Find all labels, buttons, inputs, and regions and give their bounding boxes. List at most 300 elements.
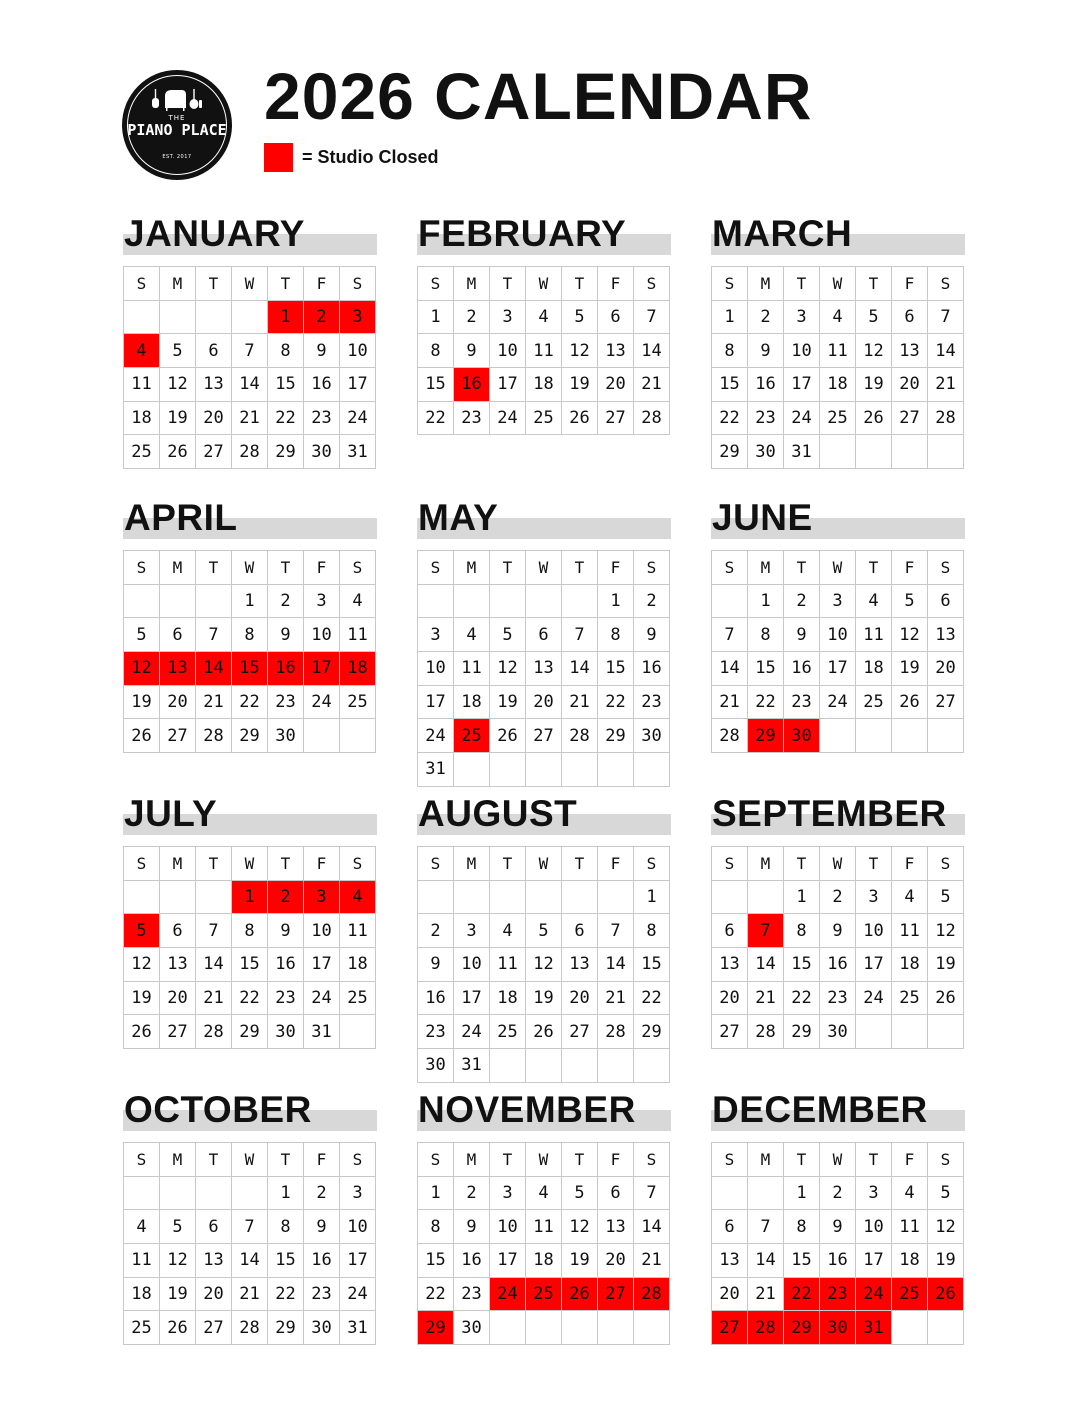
weekday-header: S (340, 267, 376, 301)
empty-cell (562, 1311, 598, 1345)
weekday-header: T (562, 847, 598, 881)
day-cell: 9 (304, 334, 340, 368)
weekday-header: W (526, 551, 562, 585)
day-cell: 5 (124, 618, 160, 652)
day-cell: 8 (748, 618, 784, 652)
day-cell: 28 (712, 719, 748, 753)
weekday-header: M (160, 847, 196, 881)
day-cell: 13 (598, 1210, 634, 1244)
day-cell: 13 (562, 948, 598, 982)
day-cell: 9 (304, 1210, 340, 1244)
weekday-header: W (526, 847, 562, 881)
day-cell-closed: 25 (892, 1278, 928, 1312)
weekday-header: W (232, 267, 268, 301)
legend-label: = Studio Closed (302, 146, 439, 167)
empty-cell (490, 585, 526, 619)
day-cell: 8 (268, 1210, 304, 1244)
day-cell: 18 (124, 402, 160, 436)
weekday-header: M (748, 847, 784, 881)
day-cell: 10 (856, 914, 892, 948)
day-cell: 26 (892, 686, 928, 720)
day-cell: 22 (268, 1278, 304, 1312)
weekday-header: S (634, 1143, 670, 1177)
day-cell: 19 (160, 1278, 196, 1312)
weekday-header: F (598, 551, 634, 585)
empty-cell (124, 881, 160, 915)
day-cell: 7 (634, 1177, 670, 1211)
day-cell: 24 (820, 686, 856, 720)
day-cell: 25 (124, 435, 160, 469)
weekday-header: S (124, 551, 160, 585)
weekday-header: M (748, 551, 784, 585)
day-cell: 7 (196, 618, 232, 652)
day-cell: 3 (856, 1177, 892, 1211)
day-cell: 1 (232, 585, 268, 619)
day-cell: 12 (562, 334, 598, 368)
day-cell: 19 (892, 652, 928, 686)
empty-cell (712, 585, 748, 619)
weekday-header: W (232, 847, 268, 881)
day-cell: 10 (304, 914, 340, 948)
empty-cell (892, 719, 928, 753)
day-cell: 5 (160, 334, 196, 368)
day-cell: 19 (160, 402, 196, 436)
day-cell: 14 (196, 948, 232, 982)
day-cell: 18 (820, 368, 856, 402)
day-cell: 27 (928, 686, 964, 720)
day-cell: 23 (454, 1278, 490, 1312)
weekday-header: F (598, 1143, 634, 1177)
day-cell: 30 (418, 1049, 454, 1083)
day-cell: 11 (454, 652, 490, 686)
day-cell-closed: 29 (418, 1311, 454, 1345)
weekday-header: T (196, 551, 232, 585)
empty-cell (928, 435, 964, 469)
day-cell-closed: 4 (340, 881, 376, 915)
weekday-header: S (418, 1143, 454, 1177)
day-cell: 14 (562, 652, 598, 686)
empty-cell (490, 881, 526, 915)
day-cell: 19 (856, 368, 892, 402)
day-cell: 9 (820, 914, 856, 948)
day-cell: 21 (748, 1278, 784, 1312)
day-cell: 6 (526, 618, 562, 652)
day-cell: 17 (820, 652, 856, 686)
month-grid (711, 846, 964, 1049)
day-cell: 7 (232, 1210, 268, 1244)
day-cell: 22 (418, 1278, 454, 1312)
month-title: JULY (124, 793, 218, 834)
month-title: FEBRUARY (418, 213, 627, 254)
month-grid (417, 550, 670, 787)
day-cell-closed: 14 (196, 652, 232, 686)
weekday-header: S (340, 847, 376, 881)
day-cell: 23 (418, 1015, 454, 1049)
empty-cell (892, 1311, 928, 1345)
day-cell: 4 (892, 1177, 928, 1211)
day-cell: 1 (784, 881, 820, 915)
day-cell-closed: 2 (304, 301, 340, 335)
weekday-header: T (856, 847, 892, 881)
day-cell: 6 (928, 585, 964, 619)
day-cell: 16 (634, 652, 670, 686)
day-cell: 8 (712, 334, 748, 368)
day-cell: 23 (304, 1278, 340, 1312)
empty-cell (490, 1311, 526, 1345)
day-cell: 26 (490, 719, 526, 753)
day-cell: 9 (418, 948, 454, 982)
month-title: NOVEMBER (418, 1089, 636, 1130)
day-cell: 17 (856, 1244, 892, 1278)
day-cell: 8 (418, 1210, 454, 1244)
day-cell: 2 (820, 881, 856, 915)
day-cell-closed: 17 (304, 652, 340, 686)
day-cell: 29 (598, 719, 634, 753)
day-cell: 16 (268, 948, 304, 982)
empty-cell (928, 1311, 964, 1345)
day-cell: 6 (892, 301, 928, 335)
day-cell: 14 (748, 1244, 784, 1278)
weekday-header: T (856, 267, 892, 301)
empty-cell (598, 1049, 634, 1083)
day-cell: 25 (340, 982, 376, 1016)
empty-cell (160, 301, 196, 335)
day-cell-closed: 7 (748, 914, 784, 948)
day-cell: 16 (304, 368, 340, 402)
day-cell-closed: 25 (454, 719, 490, 753)
day-cell: 11 (124, 368, 160, 402)
day-cell: 11 (490, 948, 526, 982)
weekday-header: S (418, 551, 454, 585)
day-cell: 9 (268, 914, 304, 948)
day-cell: 22 (418, 402, 454, 436)
day-cell: 11 (124, 1244, 160, 1278)
day-cell: 2 (748, 301, 784, 335)
day-cell: 20 (196, 402, 232, 436)
day-cell: 20 (712, 1278, 748, 1312)
day-cell: 4 (526, 1177, 562, 1211)
day-cell: 21 (928, 368, 964, 402)
page-title: 2026 CALENDAR (264, 59, 813, 133)
weekday-header: W (820, 551, 856, 585)
legend-closed-swatch (264, 143, 293, 172)
day-cell: 15 (268, 1244, 304, 1278)
empty-cell (418, 881, 454, 915)
day-cell: 18 (340, 948, 376, 982)
weekday-header: S (928, 847, 964, 881)
empty-cell (892, 1015, 928, 1049)
day-cell: 25 (892, 982, 928, 1016)
empty-cell (634, 1311, 670, 1345)
day-cell: 4 (526, 301, 562, 335)
empty-cell (928, 1015, 964, 1049)
weekday-header: F (304, 847, 340, 881)
day-cell: 18 (454, 686, 490, 720)
empty-cell (562, 1049, 598, 1083)
day-cell: 26 (928, 982, 964, 1016)
weekday-header: F (892, 1143, 928, 1177)
day-cell-closed: 25 (526, 1278, 562, 1312)
day-cell-closed: 1 (268, 301, 304, 335)
empty-cell (634, 753, 670, 787)
logo-est-text: EST. 2017 (162, 154, 192, 160)
day-cell: 27 (892, 402, 928, 436)
day-cell: 25 (526, 402, 562, 436)
weekday-header: S (712, 1143, 748, 1177)
day-cell: 7 (712, 618, 748, 652)
month-title: JANUARY (124, 213, 305, 254)
weekday-header: T (196, 847, 232, 881)
day-cell: 3 (490, 1177, 526, 1211)
empty-cell (856, 435, 892, 469)
day-cell: 26 (562, 402, 598, 436)
day-cell: 3 (490, 301, 526, 335)
day-cell: 16 (784, 652, 820, 686)
day-cell: 2 (820, 1177, 856, 1211)
day-cell: 21 (232, 402, 268, 436)
day-cell: 25 (490, 1015, 526, 1049)
day-cell: 19 (124, 982, 160, 1016)
empty-cell (454, 753, 490, 787)
day-cell: 28 (598, 1015, 634, 1049)
empty-cell (562, 881, 598, 915)
instruments-icon (150, 86, 204, 112)
weekday-header: M (454, 267, 490, 301)
weekday-header: M (160, 551, 196, 585)
day-cell-closed: 13 (160, 652, 196, 686)
day-cell: 20 (712, 982, 748, 1016)
day-cell: 22 (598, 686, 634, 720)
day-cell: 1 (634, 881, 670, 915)
day-cell: 23 (748, 402, 784, 436)
empty-cell (712, 881, 748, 915)
day-cell: 2 (454, 1177, 490, 1211)
empty-cell (160, 881, 196, 915)
day-cell: 30 (454, 1311, 490, 1345)
day-cell-closed: 28 (748, 1311, 784, 1345)
day-cell: 17 (340, 1244, 376, 1278)
day-cell: 13 (196, 1244, 232, 1278)
day-cell: 21 (634, 1244, 670, 1278)
day-cell: 11 (856, 618, 892, 652)
empty-cell (196, 585, 232, 619)
day-cell: 31 (304, 1015, 340, 1049)
weekday-header: S (928, 551, 964, 585)
day-cell: 17 (490, 368, 526, 402)
day-cell: 22 (232, 686, 268, 720)
day-cell: 14 (748, 948, 784, 982)
day-cell: 5 (160, 1210, 196, 1244)
day-cell: 27 (562, 1015, 598, 1049)
day-cell: 14 (634, 334, 670, 368)
day-cell: 10 (418, 652, 454, 686)
day-cell: 25 (856, 686, 892, 720)
day-cell: 22 (784, 982, 820, 1016)
day-cell: 13 (160, 948, 196, 982)
day-cell-closed: 29 (784, 1311, 820, 1345)
day-cell: 5 (928, 881, 964, 915)
empty-cell (454, 585, 490, 619)
day-cell: 2 (418, 914, 454, 948)
day-cell: 7 (196, 914, 232, 948)
empty-cell (748, 1177, 784, 1211)
weekday-header: S (928, 1143, 964, 1177)
day-cell: 19 (490, 686, 526, 720)
day-cell: 15 (712, 368, 748, 402)
day-cell: 15 (784, 948, 820, 982)
weekday-header: F (598, 847, 634, 881)
weekday-header: S (418, 267, 454, 301)
weekday-header: M (454, 1143, 490, 1177)
day-cell: 20 (526, 686, 562, 720)
day-cell: 4 (454, 618, 490, 652)
day-cell: 30 (268, 719, 304, 753)
day-cell: 19 (526, 982, 562, 1016)
day-cell: 26 (160, 1311, 196, 1345)
day-cell: 24 (454, 1015, 490, 1049)
logo-name-text: PIANO PLACE (127, 121, 227, 139)
day-cell: 1 (712, 301, 748, 335)
day-cell: 21 (748, 982, 784, 1016)
day-cell: 17 (304, 948, 340, 982)
weekday-header: T (196, 267, 232, 301)
day-cell: 2 (268, 585, 304, 619)
legend (264, 142, 439, 172)
empty-cell (526, 1049, 562, 1083)
day-cell: 3 (418, 618, 454, 652)
day-cell: 4 (340, 585, 376, 619)
day-cell: 31 (340, 435, 376, 469)
day-cell: 14 (598, 948, 634, 982)
day-cell: 5 (490, 618, 526, 652)
day-cell-closed: 26 (562, 1278, 598, 1312)
day-cell: 6 (598, 1177, 634, 1211)
day-cell: 2 (454, 301, 490, 335)
day-cell: 13 (928, 618, 964, 652)
day-cell: 14 (712, 652, 748, 686)
day-cell-closed: 22 (784, 1278, 820, 1312)
day-cell: 11 (892, 914, 928, 948)
day-cell: 24 (856, 982, 892, 1016)
day-cell: 30 (748, 435, 784, 469)
weekday-header: T (562, 267, 598, 301)
day-cell: 5 (562, 301, 598, 335)
month-grid (123, 1142, 376, 1345)
weekday-header: T (856, 1143, 892, 1177)
weekday-header: S (418, 847, 454, 881)
day-cell: 13 (598, 334, 634, 368)
day-cell: 5 (856, 301, 892, 335)
weekday-header: T (784, 847, 820, 881)
month-title: OCTOBER (124, 1089, 312, 1130)
day-cell: 28 (634, 402, 670, 436)
day-cell: 16 (820, 948, 856, 982)
weekday-header: M (454, 847, 490, 881)
day-cell: 3 (454, 914, 490, 948)
day-cell: 27 (526, 719, 562, 753)
day-cell: 8 (418, 334, 454, 368)
day-cell: 24 (340, 402, 376, 436)
month-title: SEPTEMBER (712, 793, 947, 834)
day-cell: 28 (196, 719, 232, 753)
weekday-header: S (634, 847, 670, 881)
day-cell: 21 (232, 1278, 268, 1312)
day-cell: 10 (856, 1210, 892, 1244)
weekday-header: T (268, 1143, 304, 1177)
empty-cell (562, 753, 598, 787)
day-cell: 22 (748, 686, 784, 720)
day-cell: 3 (784, 301, 820, 335)
day-cell-closed: 24 (490, 1278, 526, 1312)
day-cell: 29 (232, 719, 268, 753)
empty-cell (598, 753, 634, 787)
day-cell: 20 (928, 652, 964, 686)
day-cell: 2 (784, 585, 820, 619)
day-cell: 9 (784, 618, 820, 652)
month-title: MAY (418, 497, 499, 538)
day-cell: 26 (124, 719, 160, 753)
day-cell-closed: 2 (268, 881, 304, 915)
day-cell: 28 (196, 1015, 232, 1049)
month-title: JUNE (712, 497, 813, 538)
day-cell-closed: 31 (856, 1311, 892, 1345)
weekday-header: M (748, 1143, 784, 1177)
day-cell: 21 (712, 686, 748, 720)
day-cell: 7 (748, 1210, 784, 1244)
day-cell: 4 (820, 301, 856, 335)
day-cell: 26 (160, 435, 196, 469)
weekday-header: W (526, 1143, 562, 1177)
day-cell: 20 (196, 1278, 232, 1312)
day-cell: 16 (304, 1244, 340, 1278)
day-cell: 29 (784, 1015, 820, 1049)
day-cell: 13 (712, 1244, 748, 1278)
day-cell: 6 (562, 914, 598, 948)
day-cell: 20 (598, 1244, 634, 1278)
weekday-header: S (634, 267, 670, 301)
month-title: DECEMBER (712, 1089, 928, 1130)
day-cell: 15 (748, 652, 784, 686)
day-cell: 6 (712, 914, 748, 948)
month-grid (123, 550, 376, 753)
day-cell: 18 (124, 1278, 160, 1312)
empty-cell (892, 435, 928, 469)
day-cell: 6 (160, 914, 196, 948)
day-cell: 12 (562, 1210, 598, 1244)
day-cell: 25 (340, 686, 376, 720)
day-cell: 27 (598, 402, 634, 436)
day-cell: 1 (784, 1177, 820, 1211)
day-cell: 11 (526, 334, 562, 368)
day-cell: 8 (598, 618, 634, 652)
day-cell: 7 (634, 301, 670, 335)
weekday-header: W (820, 267, 856, 301)
day-cell: 31 (418, 753, 454, 787)
weekday-header: S (124, 1143, 160, 1177)
weekday-header: T (784, 1143, 820, 1177)
weekday-header: F (892, 551, 928, 585)
weekday-header: M (454, 551, 490, 585)
day-cell: 15 (598, 652, 634, 686)
day-cell: 26 (856, 402, 892, 436)
empty-cell (856, 1015, 892, 1049)
empty-cell (526, 881, 562, 915)
day-cell-closed: 5 (124, 914, 160, 948)
month-grid (711, 550, 964, 753)
day-cell: 15 (268, 368, 304, 402)
day-cell: 20 (160, 686, 196, 720)
day-cell-closed: 30 (820, 1311, 856, 1345)
